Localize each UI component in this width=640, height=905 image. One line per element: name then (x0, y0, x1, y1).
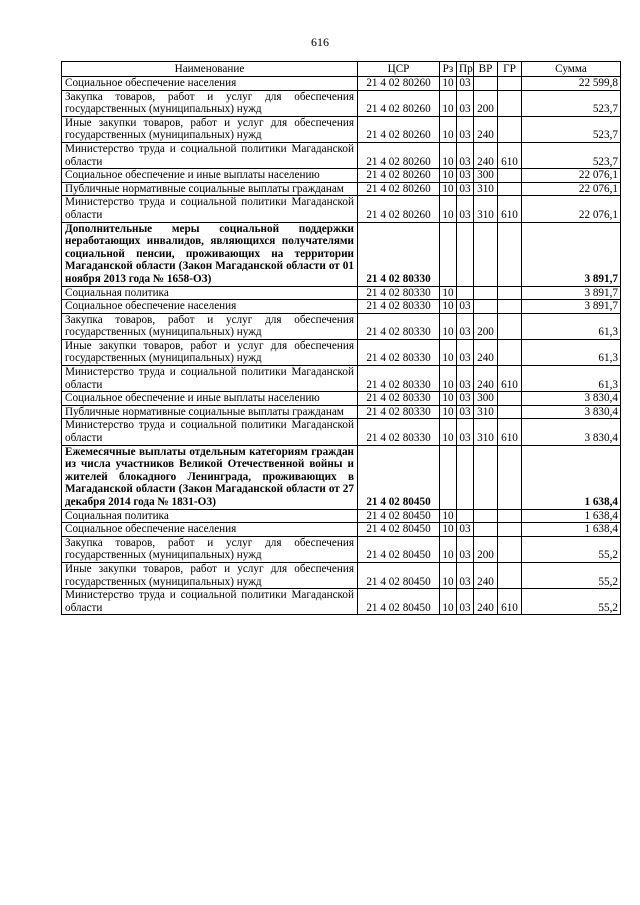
table-row (62, 142, 621, 168)
cell-name: Иные закупки товаров, работ и услуг для обеспечения государственных (муниципальных) нужд (62, 339, 358, 365)
table-row (62, 286, 621, 300)
cell-csr: 21 4 02 80330 (358, 286, 440, 300)
cell-gr: 610 (498, 366, 522, 392)
cell-name: Социальная политика (62, 509, 358, 523)
cell-gr: 610 (498, 419, 522, 445)
cell-vr: 240 (474, 562, 498, 588)
cell-name: Социальная политика (62, 286, 358, 300)
cell-rz: 10 (440, 562, 457, 588)
cell-gr: 610 (498, 589, 522, 615)
cell-sum: 3 830,4 (522, 405, 621, 419)
cell-rz: 10 (440, 536, 457, 562)
table-row (62, 445, 621, 509)
cell-gr (498, 182, 522, 196)
cell-pr: 03 (457, 77, 474, 91)
cell-csr: 21 4 02 80330 (358, 392, 440, 406)
table-row (62, 419, 621, 445)
header-gr: ГР (498, 62, 522, 77)
cell-vr (474, 523, 498, 537)
cell-gr (498, 392, 522, 406)
table-row (62, 182, 621, 196)
cell-sum: 1 638,4 (522, 523, 621, 537)
cell-name: Закупка товаров, работ и услуг для обеспечения государственных (муниципальных) нужд (62, 313, 358, 339)
cell-sum: 61,3 (522, 339, 621, 365)
cell-vr (474, 445, 498, 509)
cell-rz: 10 (440, 90, 457, 116)
cell-pr: 03 (457, 313, 474, 339)
cell-pr: 03 (457, 392, 474, 406)
cell-csr: 21 4 02 80330 (358, 419, 440, 445)
cell-vr: 310 (474, 419, 498, 445)
cell-pr: 03 (457, 196, 474, 222)
table-row (62, 523, 621, 537)
cell-gr (498, 509, 522, 523)
budget-table (61, 61, 621, 615)
cell-pr: 03 (457, 90, 474, 116)
cell-name: Дополнительные меры социальной поддержки неработающих инвалидов, являющихся получателями социальной пенсии, проживающих на территории Магаданской области (Закон Магаданской области от 01 ноября 2013 года № 1658-ОЗ) (62, 222, 358, 286)
cell-rz: 10 (440, 523, 457, 537)
cell-csr: 21 4 02 80450 (358, 445, 440, 509)
table-row (62, 300, 621, 314)
cell-name: Министерство труда и социальной политики Магаданской области (62, 196, 358, 222)
table-body (62, 77, 621, 615)
cell-csr: 21 4 02 80330 (358, 366, 440, 392)
cell-gr (498, 445, 522, 509)
table-header-row (62, 62, 621, 77)
table-row (62, 90, 621, 116)
header-rz: Рз (440, 62, 457, 77)
cell-csr: 21 4 02 80260 (358, 142, 440, 168)
table-row (62, 405, 621, 419)
page-number: 616 (311, 35, 329, 49)
cell-sum: 1 638,4 (522, 509, 621, 523)
cell-csr: 21 4 02 80260 (358, 90, 440, 116)
cell-vr: 310 (474, 405, 498, 419)
cell-pr: 03 (457, 142, 474, 168)
cell-sum: 22 076,1 (522, 196, 621, 222)
table-row (62, 169, 621, 183)
cell-gr (498, 339, 522, 365)
header-name: Наименование (62, 62, 358, 77)
cell-sum: 523,7 (522, 90, 621, 116)
cell-name: Социальное обеспечение и иные выплаты населению (62, 392, 358, 406)
cell-rz (440, 222, 457, 286)
cell-sum: 3 830,4 (522, 392, 621, 406)
cell-pr: 03 (457, 523, 474, 537)
table-row (62, 562, 621, 588)
cell-csr: 21 4 02 80450 (358, 589, 440, 615)
cell-name: Иные закупки товаров, работ и услуг для обеспечения государственных (муниципальных) нужд (62, 562, 358, 588)
table-row (62, 196, 621, 222)
cell-name: Публичные нормативные социальные выплаты гражданам (62, 405, 358, 419)
cell-gr (498, 77, 522, 91)
table-row (62, 392, 621, 406)
cell-name: Социальное обеспечение населения (62, 300, 358, 314)
cell-sum: 55,2 (522, 536, 621, 562)
cell-name: Министерство труда и социальной политики Магаданской области (62, 589, 358, 615)
cell-pr: 03 (457, 419, 474, 445)
cell-sum: 55,2 (522, 589, 621, 615)
cell-sum: 3 891,7 (522, 300, 621, 314)
cell-sum: 523,7 (522, 142, 621, 168)
cell-sum: 1 638,4 (522, 445, 621, 509)
cell-pr: 03 (457, 366, 474, 392)
table-row (62, 222, 621, 286)
cell-rz: 10 (440, 313, 457, 339)
cell-vr: 200 (474, 313, 498, 339)
cell-name: Закупка товаров, работ и услуг для обеспечения государственных (муниципальных) нужд (62, 536, 358, 562)
cell-name: Иные закупки товаров, работ и услуг для обеспечения государственных (муниципальных) нужд (62, 116, 358, 142)
cell-name: Публичные нормативные социальные выплаты гражданам (62, 182, 358, 196)
cell-name: Социальное обеспечение населения (62, 523, 358, 537)
cell-pr: 03 (457, 169, 474, 183)
cell-pr: 03 (457, 116, 474, 142)
cell-vr: 240 (474, 339, 498, 365)
cell-rz: 10 (440, 300, 457, 314)
table-row (62, 313, 621, 339)
cell-pr (457, 286, 474, 300)
cell-name: Министерство труда и социальной политики Магаданской области (62, 366, 358, 392)
cell-name: Социальное обеспечение и иные выплаты населению (62, 169, 358, 183)
cell-rz (440, 445, 457, 509)
cell-sum: 22 076,1 (522, 169, 621, 183)
cell-rz: 10 (440, 169, 457, 183)
cell-rz: 10 (440, 339, 457, 365)
cell-csr: 21 4 02 80450 (358, 523, 440, 537)
cell-vr: 300 (474, 392, 498, 406)
header-vr: ВР (474, 62, 498, 77)
cell-sum: 523,7 (522, 116, 621, 142)
cell-csr: 21 4 02 80450 (358, 536, 440, 562)
cell-sum: 3 830,4 (522, 419, 621, 445)
cell-csr: 21 4 02 80330 (358, 313, 440, 339)
cell-gr (498, 286, 522, 300)
cell-sum: 22 599,8 (522, 77, 621, 91)
header-pr: Пр (457, 62, 474, 77)
cell-rz: 10 (440, 392, 457, 406)
cell-rz: 10 (440, 182, 457, 196)
cell-vr (474, 222, 498, 286)
cell-sum: 55,2 (522, 562, 621, 588)
cell-csr: 21 4 02 80450 (358, 562, 440, 588)
cell-gr (498, 116, 522, 142)
cell-pr (457, 445, 474, 509)
cell-sum: 3 891,7 (522, 222, 621, 286)
cell-pr: 03 (457, 536, 474, 562)
cell-csr: 21 4 02 80260 (358, 196, 440, 222)
cell-csr: 21 4 02 80260 (358, 182, 440, 196)
cell-vr: 240 (474, 589, 498, 615)
cell-csr: 21 4 02 80260 (358, 77, 440, 91)
cell-gr (498, 313, 522, 339)
cell-rz: 10 (440, 286, 457, 300)
cell-gr: 610 (498, 196, 522, 222)
cell-gr (498, 300, 522, 314)
table-row (62, 77, 621, 91)
cell-rz: 10 (440, 77, 457, 91)
cell-gr (498, 90, 522, 116)
cell-csr: 21 4 02 80330 (358, 339, 440, 365)
cell-rz: 10 (440, 589, 457, 615)
cell-vr: 300 (474, 169, 498, 183)
cell-vr: 200 (474, 90, 498, 116)
cell-name: Социальное обеспечение населения (62, 77, 358, 91)
table-row (62, 536, 621, 562)
cell-csr: 21 4 02 80330 (358, 300, 440, 314)
cell-csr: 21 4 02 80260 (358, 169, 440, 183)
table-row (62, 366, 621, 392)
table-row (62, 339, 621, 365)
cell-csr: 21 4 02 80330 (358, 222, 440, 286)
cell-sum: 61,3 (522, 313, 621, 339)
cell-pr: 03 (457, 405, 474, 419)
cell-pr: 03 (457, 562, 474, 588)
cell-gr (498, 405, 522, 419)
cell-sum: 22 076,1 (522, 182, 621, 196)
cell-rz: 10 (440, 509, 457, 523)
cell-gr (498, 169, 522, 183)
cell-rz: 10 (440, 142, 457, 168)
cell-vr: 240 (474, 142, 498, 168)
table-row (62, 509, 621, 523)
cell-rz: 10 (440, 405, 457, 419)
cell-vr: 200 (474, 536, 498, 562)
cell-gr (498, 536, 522, 562)
cell-csr: 21 4 02 80330 (358, 405, 440, 419)
cell-pr: 03 (457, 182, 474, 196)
cell-pr: 03 (457, 339, 474, 365)
table-row (62, 116, 621, 142)
cell-pr: 03 (457, 589, 474, 615)
cell-vr: 310 (474, 196, 498, 222)
cell-rz: 10 (440, 366, 457, 392)
cell-name: Министерство труда и социальной политики Магаданской области (62, 419, 358, 445)
cell-gr (498, 222, 522, 286)
cell-name: Ежемесячные выплаты отдельным категориям граждан из числа участников Великой Отечественной войны и жителей блокадного Ленинграда, проживающих в Магаданской области (Закон Магаданской области от 27 декабря 2014 года № 1831-ОЗ) (62, 445, 358, 509)
cell-csr: 21 4 02 80260 (358, 116, 440, 142)
cell-rz: 10 (440, 419, 457, 445)
cell-pr (457, 509, 474, 523)
cell-vr (474, 300, 498, 314)
cell-rz: 10 (440, 116, 457, 142)
cell-vr (474, 286, 498, 300)
cell-sum: 61,3 (522, 366, 621, 392)
header-csr: ЦСР (358, 62, 440, 77)
cell-csr: 21 4 02 80450 (358, 509, 440, 523)
cell-vr (474, 77, 498, 91)
cell-gr: 610 (498, 142, 522, 168)
cell-vr: 240 (474, 366, 498, 392)
cell-sum: 3 891,7 (522, 286, 621, 300)
cell-gr (498, 562, 522, 588)
cell-gr (498, 523, 522, 537)
cell-name: Министерство труда и социальной политики Магаданской области (62, 142, 358, 168)
cell-vr (474, 509, 498, 523)
cell-vr: 240 (474, 116, 498, 142)
header-sum: Сумма (522, 62, 621, 77)
table-row (62, 589, 621, 615)
cell-pr: 03 (457, 300, 474, 314)
cell-vr: 310 (474, 182, 498, 196)
cell-pr (457, 222, 474, 286)
cell-name: Закупка товаров, работ и услуг для обеспечения государственных (муниципальных) нужд (62, 90, 358, 116)
cell-rz: 10 (440, 196, 457, 222)
